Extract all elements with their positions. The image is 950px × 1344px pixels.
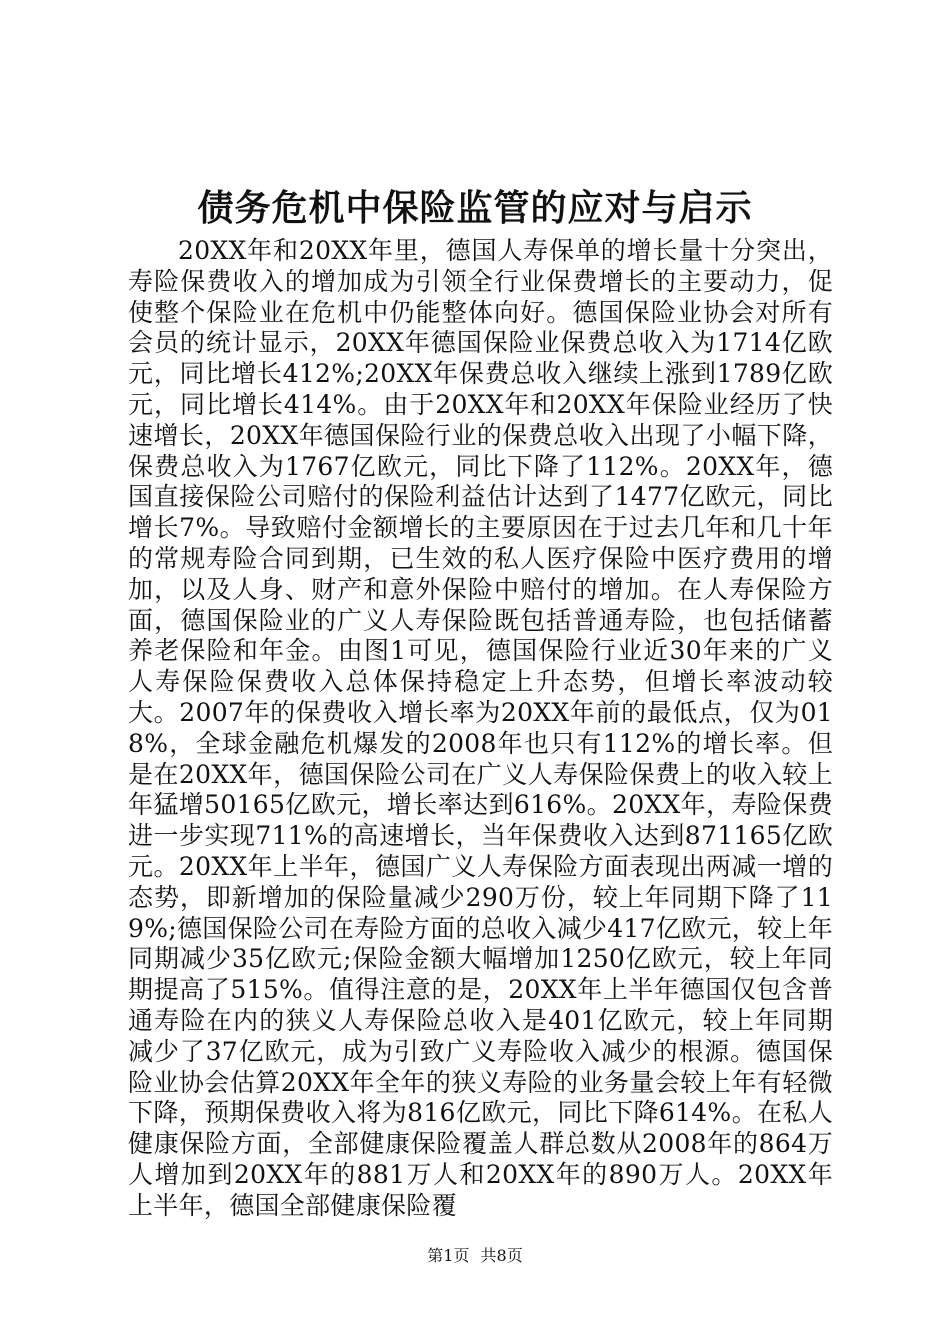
page-total: 共8页 (480, 1246, 523, 1265)
page-number: 第1页 (427, 1246, 470, 1265)
document-title: 债务危机中保险监管的应对与启示 (197, 187, 753, 229)
body-paragraph: 20XX年和20XX年里，德国人寿保单的增长量十分突出，寿险保费收入的增加成为引领全行业保费增长的主要动力，促使整个保险业在危机中仍能整体向好。德国保险业协会对所有会员的统计显示，20XX年德国保险业保费总收入为1714亿欧元，同比增长412%;20XX年保费总收入继续上涨到1789亿欧元，同比增长414%。由于20XX年和20XX年保险业经历了快速增长，20XX年德国保险行业的保费总收入出现了小幅下降，保费总收入为1767亿欧元，同比下降了112%。20XX年，德国直接保险公司赔付的保险利益估计达到了1477亿欧元，同比增长7%。导致赔付金额增长的主要原因在于过去几年和几十年的常规寿险合同到期，已生效的私人医疗保险中医疗费用的增加，以及人身、财产和意外保险中赔付的增加。在人寿保险方面，德国保险业的广义人寿保险既包括普通寿险，也包括储蓄养老保险和年金。由图1可见，德国保险行业近30年来的广义人寿保险保费收入总体保持稳定上升态势，但增长率波动较大。2007年的保费收入增长率为20XX年前的最低点，仅为018%，全球金融危机爆发的2008年也只有112%的增长率。但是在20XX年，德国保险公司在广义人寿保险保费上的收入较上年猛增50165亿欧元，增长率达到616%。20XX年，寿险保费进一步实现711%的高速增长，当年保费收入达到871165亿欧元。20XX年上半年，德国广义人寿保险方面表现出两减一增的态势，即新增加的保险量减少290万份，较上年同期下降了119%;德国保险公司在寿险方面的总收入减少417亿欧元，较上年同期减少35亿欧元;保险金额大幅增加1250亿欧元，较上年同期提高了515%。值得注意的是，20XX年上半年德国仅包含普通寿险在内的狭义人寿保险总收入是401亿欧元，较上年同期减少了37亿欧元，成为引致广义寿险收入减少的根源。德国保险业协会估算20XX年全年的狭义寿险的业务量会较上年有轻微下降，预期保费收入将为816亿欧元，同比下降614%。在私人健康保险方面，全部健康保险覆盖人群总数从2008年的864万人增加到20XX年的881万人和20XX年的890万人。20XX年上半年，德国全部健康保险覆 (128, 236, 833, 1220)
page-footer (0, 1244, 950, 1268)
